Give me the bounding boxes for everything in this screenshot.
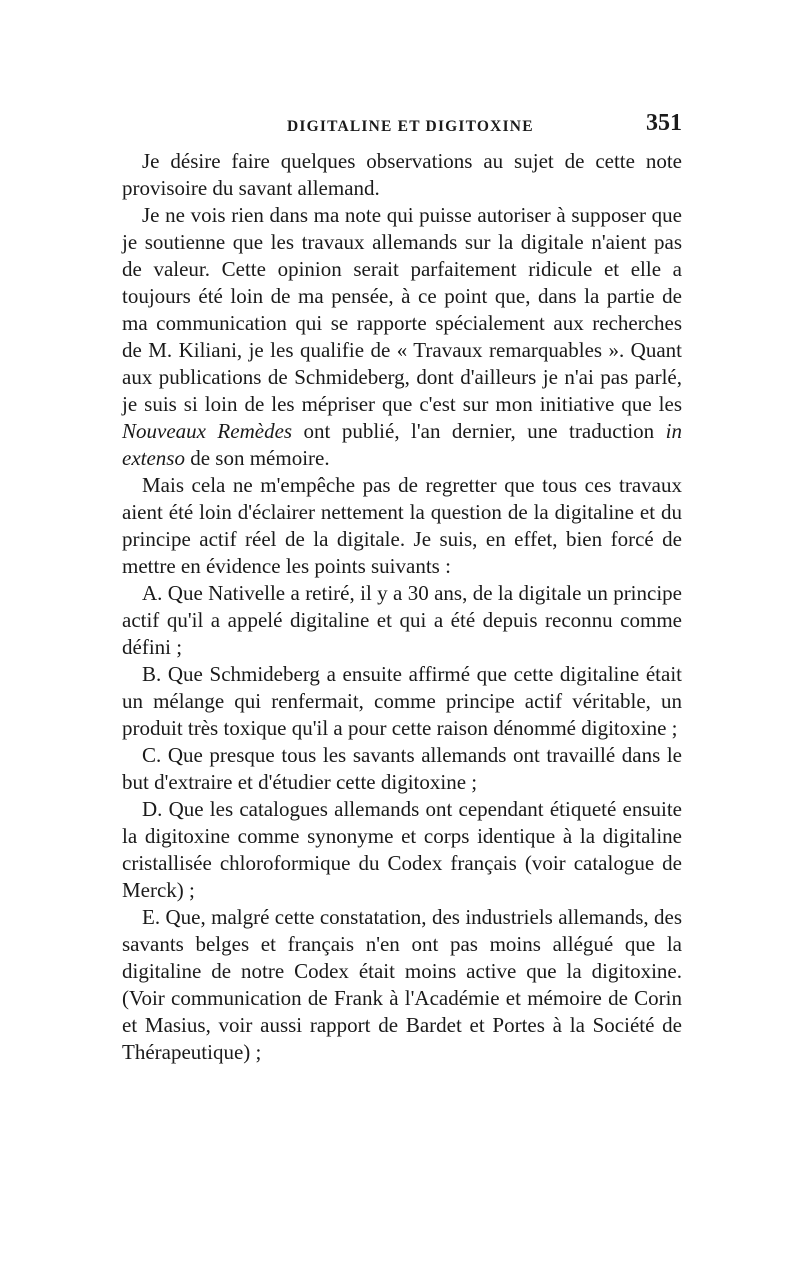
point-e: E. Que, malgré cette constatation, des industriels allemands, des savants belges et français n'en ont pas moins allégué que la digitaline de notre Codex était moins active que la digitoxine. (Voir communication de Frank à l'Académie et mémoire de Corin et Masius, voir aussi rapport de Bardet et Portes à la Société de Thérapeutique) ; <box>122 905 682 1064</box>
paragraph-regret: Mais cela ne m'empêche pas de regretter que tous ces travaux aient été loin d'éclairer nettement la question de la digitaline et du principe actif réel de la digitale. Je suis, en effet, bien forcé de mettre en évidence les points suivants : <box>122 473 682 578</box>
italic-phrase: in extenso <box>122 419 682 470</box>
italic-journal-title: Nouveaux Remèdes <box>122 419 293 443</box>
point-c: C. Que presque tous les savants allemands ont travaillé dans le but d'extraire et d'étudier cette digitoxine ; <box>122 743 682 794</box>
book-page <box>122 108 682 1066</box>
running-title: DIGITALINE ET DIGITOXINE <box>287 118 534 135</box>
paragraph-kiliani <box>122 202 682 472</box>
body-text <box>122 148 682 1066</box>
point-d: D. Que les catalogues allemands ont cependant étiqueté ensuite la digitoxine comme synonyme et corps identique à la digitaline cristallisée chloroformique du Codex français (voir catalogue de Merck) ; <box>122 797 682 902</box>
running-header <box>122 108 682 148</box>
point-b: B. Que Schmideberg a ensuite affirmé que cette digitaline était un mélange qui renfermait, comme principe actif véritable, un produit très toxique qu'il a pour cette raison dénommé digitoxine ; <box>122 662 682 740</box>
paragraph-intro: Je désire faire quelques observations au sujet de cette note provisoire du savant allemand. <box>122 149 682 200</box>
page-number: 351 <box>646 110 682 136</box>
paragraph-text: de son mémoire. <box>184 446 330 470</box>
point-a: A. Que Nativelle a retiré, il y a 30 ans, de la digitale un principe actif qu'il a appelé digitaline et qui a été depuis reconnu comme défini ; <box>122 581 682 659</box>
paragraph-text: Je ne vois rien dans ma note qui puisse autoriser à supposer que je soutienne que les travaux allemands sur la digitale n'aient pas de valeur. Cette opinion serait parfaitement ridicule et elle a toujours été loin de ma pensée, à ce point que, dans la partie de ma communication qui se rapporte spécialement aux recherches de M. Kiliani, je les qualifie de « Travaux remarquables ». Quant aux publications de Schmideberg, dont d'ailleurs je n'ai pas parlé, je suis si loin de les mépriser que c'est sur mon initiative que les <box>122 203 682 416</box>
paragraph-text: ont publié, l'an dernier, une traduction <box>292 419 666 443</box>
